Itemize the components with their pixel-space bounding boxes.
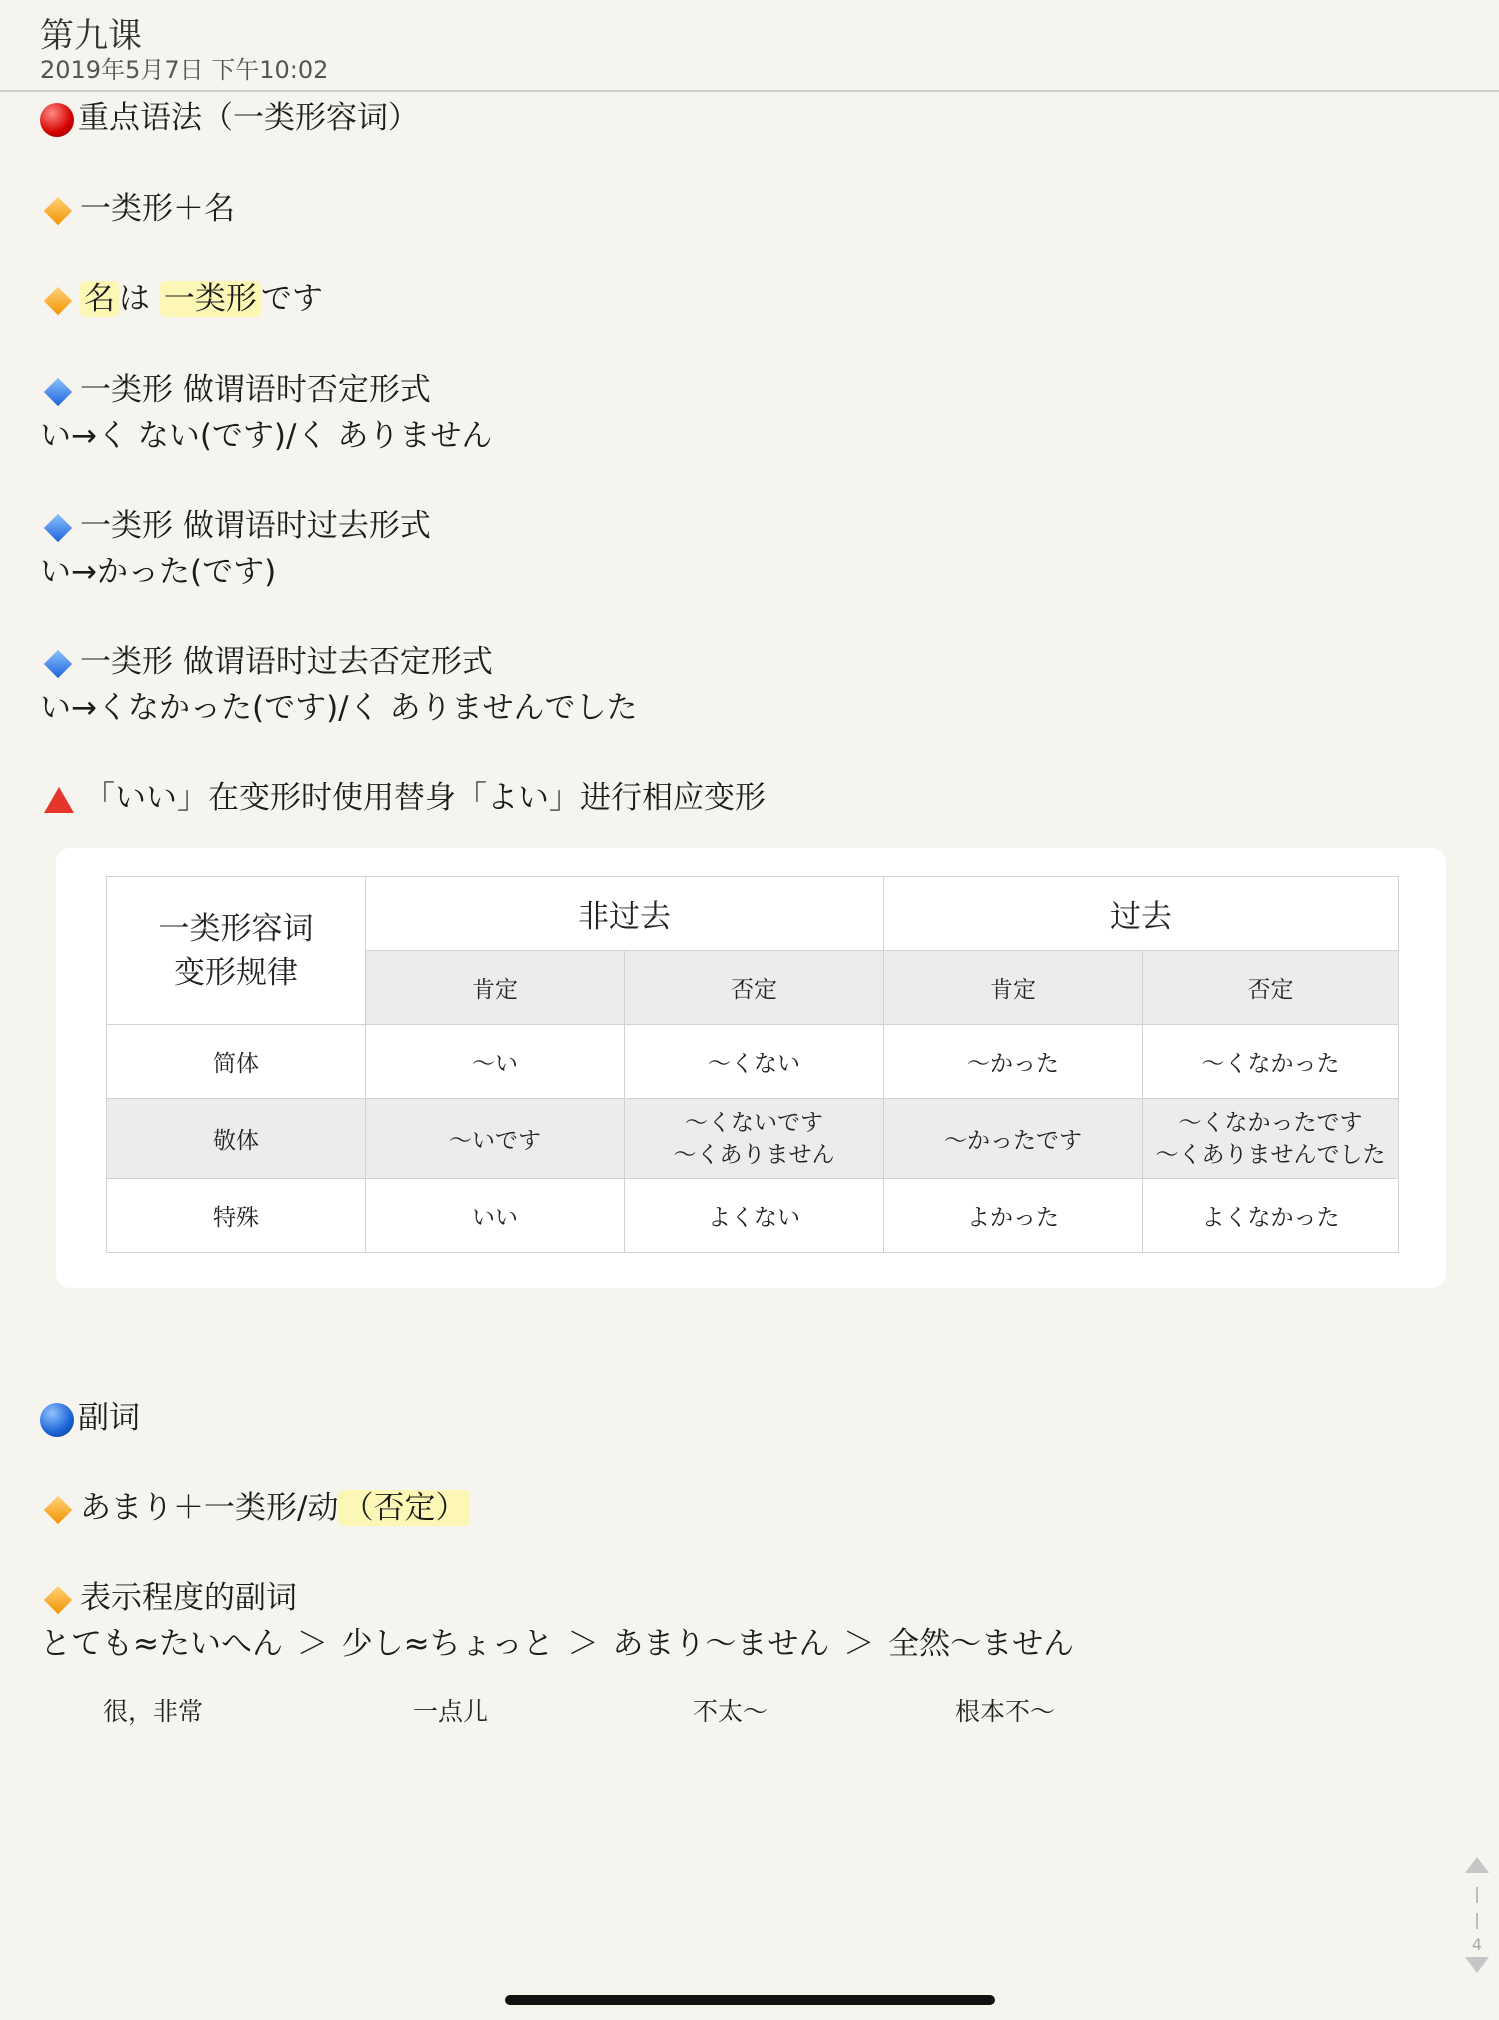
orange-diamond-icon	[44, 286, 72, 314]
blue-diamond-icon	[44, 649, 72, 677]
subheader-affirmative: 肯定	[884, 951, 1143, 1025]
note-line: 名 は 一类形 です	[40, 279, 323, 319]
highlight: 名	[80, 281, 119, 317]
note-header	[0, 0, 1499, 92]
subheader-negative: 否定	[625, 951, 884, 1025]
table-cell: 〜かったです	[884, 1099, 1143, 1179]
note-title: 第九课	[40, 16, 142, 56]
blue-circle-icon	[40, 1403, 74, 1437]
table-cell: よくなかった	[1143, 1179, 1399, 1253]
note-line: 表示程度的副词	[40, 1578, 297, 1618]
red-circle-icon	[40, 103, 74, 137]
note-line: 一类形 做谓语时过去形式	[40, 506, 431, 546]
page-total: 4	[1471, 1935, 1483, 1954]
table-cell: よくない	[625, 1179, 884, 1253]
header-past: 过去	[884, 877, 1399, 951]
table-cell: 〜い	[366, 1025, 625, 1099]
note-line: 「いい」在变形时使用替身「よい」进行相应变形	[40, 778, 766, 818]
heading-adverb: 副词	[40, 1398, 140, 1438]
table-cell: 〜くないです 〜くありません	[625, 1099, 884, 1179]
meaning-label: 根本不〜	[955, 1697, 1056, 1726]
table-corner-header: 一类形容词 变形规律	[107, 877, 366, 1025]
highlight: （否定）	[338, 1490, 470, 1526]
table-cell: 〜かった	[884, 1025, 1143, 1099]
note-line: い→く ない(です)/く ありません	[40, 418, 493, 454]
page-indicator[interactable]	[1462, 1855, 1492, 1975]
home-indicator[interactable]	[505, 1995, 995, 2005]
note-line: 一类形＋名	[40, 189, 235, 229]
meaning-label: 不太〜	[693, 1697, 769, 1726]
page-up-icon[interactable]	[1462, 1855, 1492, 1975]
subheader-affirmative: 肯定	[366, 951, 625, 1025]
table-card	[56, 848, 1446, 1288]
table-cell: いい	[366, 1179, 625, 1253]
orange-diamond-icon	[44, 196, 72, 224]
highlight: 一类形	[160, 281, 261, 317]
table-cell: 〜くなかったです 〜くありませんでした	[1143, 1099, 1399, 1179]
note-line: あまり＋一类形/动 （否定）	[40, 1488, 470, 1528]
note-line: い→かった(です)	[40, 554, 277, 590]
note-line: とても≈たいへん ＞ 少し≈ちょっと ＞ あまり〜ません ＞ 全然〜ません	[40, 1626, 1075, 1662]
row-label: 简体	[107, 1025, 366, 1099]
note-line: 一类形 做谓语时否定形式	[40, 370, 431, 410]
header-non-past: 非过去	[366, 877, 884, 951]
subheader-negative: 否定	[1143, 951, 1399, 1025]
table-cell: よかった	[884, 1179, 1143, 1253]
table-row	[107, 1025, 1399, 1099]
meaning-label: 很，非常	[103, 1697, 204, 1726]
table-cell: 〜いです	[366, 1099, 625, 1179]
row-label: 敬体	[107, 1099, 366, 1179]
meaning-label: 一点儿	[413, 1697, 489, 1726]
orange-diamond-icon	[44, 1585, 72, 1613]
table-row	[107, 1099, 1399, 1179]
note-date: 2019年5月7日 下午10:02	[40, 56, 329, 84]
blue-diamond-icon	[44, 377, 72, 405]
red-triangle-icon	[44, 787, 74, 813]
conjugation-table	[106, 876, 1399, 1253]
blue-diamond-icon	[44, 513, 72, 541]
orange-diamond-icon	[44, 1495, 72, 1523]
heading-grammar: 重点语法（一类形容词）	[40, 98, 419, 138]
table-cell: 〜くなかった	[1143, 1025, 1399, 1099]
note-line: い→くなかった(です)/く ありませんでした	[40, 690, 638, 726]
table-cell: 〜くない	[625, 1025, 884, 1099]
row-label: 特殊	[107, 1179, 366, 1253]
note-line: 一类形 做谓语时过去否定形式	[40, 642, 493, 682]
table-row	[107, 1179, 1399, 1253]
